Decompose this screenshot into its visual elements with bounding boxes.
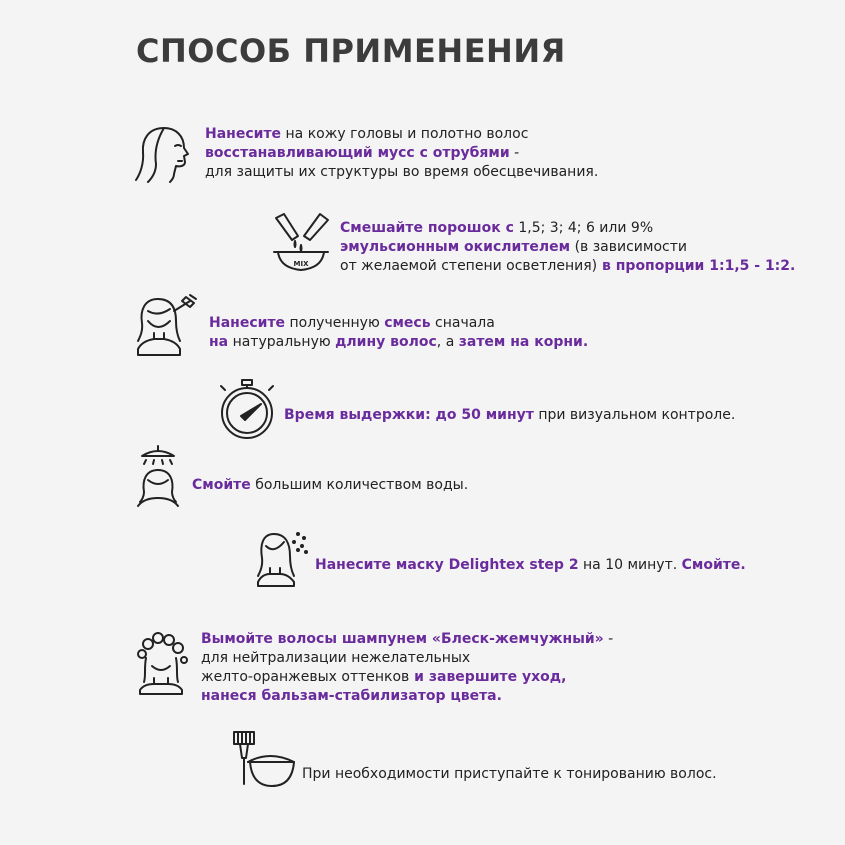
highlight-text: и завершите уход,: [409, 669, 567, 685]
line: [209, 314, 588, 333]
plain-text: -: [603, 631, 614, 647]
plain-text: (в зависимости: [570, 239, 687, 255]
shampoo-foam-icon: [134, 632, 192, 696]
plain-text: от желаемой степени осветления): [340, 258, 598, 274]
plain-text: на кожу головы и полотно волос: [281, 126, 529, 142]
plain-text: на 10 минут.: [578, 557, 682, 573]
step-6-text: [315, 556, 746, 575]
plain-text: 1,5; 3; 4; 6 или 9%: [513, 220, 654, 236]
step-7-text: [201, 630, 613, 706]
line: [205, 144, 598, 163]
line: [340, 219, 795, 238]
line: [201, 630, 613, 649]
step-8-text: [302, 765, 717, 784]
highlight-text: Смойте: [192, 477, 251, 493]
hair-brush-application-icon: [134, 293, 198, 357]
line: [201, 649, 613, 668]
highlight-text: длину волос: [335, 334, 437, 350]
plain-text: При необходимости приступайте к тонированию волос.: [302, 766, 717, 782]
plain-text: при визуальном контроле.: [533, 407, 736, 423]
plain-text: большим количеством воды.: [250, 477, 469, 493]
shower-icon: [134, 444, 186, 506]
plain-text: натуральную: [228, 334, 336, 350]
step-4-text: [284, 406, 735, 425]
plain-text: для нейтрализации нежелательных: [201, 650, 471, 666]
page-title: СПОСОБ ПРИМЕНЕНИЯ: [136, 32, 566, 70]
plain-text: полученную: [285, 315, 385, 331]
step-3-text: [209, 314, 588, 352]
line: [192, 476, 468, 495]
line: [209, 333, 588, 352]
step-1-text: [205, 125, 598, 182]
highlight-text: Смойте.: [681, 557, 746, 573]
highlight-text: Вымойте волосы шампунем «Блеск-жемчужный»: [201, 631, 604, 647]
line: [284, 406, 735, 425]
line: [201, 687, 613, 706]
stopwatch-icon: [219, 376, 279, 440]
line: [340, 257, 795, 276]
highlight-text: на: [209, 334, 229, 350]
mix-label: MIX: [293, 260, 309, 268]
highlight-text: восстанавливающий мусс с отрубями: [205, 145, 510, 161]
highlight-text: в пропорции 1:1,5 - 1:2.: [597, 258, 796, 274]
highlight-text: Нанесите: [209, 315, 286, 331]
highlight-text: Смешайте порошок с: [340, 220, 514, 236]
highlight-text: нанеся бальзам-стабилизатор цвета.: [201, 688, 502, 704]
highlight-text: эмульсионным окислителем: [340, 239, 571, 255]
step-2-text: [340, 219, 795, 276]
highlight-text: Нанесите: [205, 126, 282, 142]
plain-text: для защиты их структуры во время обесцвечивания.: [205, 164, 599, 180]
highlight-text: Время выдержки: до 50 минут: [284, 407, 534, 423]
plain-text: сначала: [430, 315, 495, 331]
plain-text: , а: [436, 334, 459, 350]
highlight-text: смесь: [384, 315, 431, 331]
highlight-text: затем на корни.: [458, 334, 589, 350]
plain-text: -: [509, 145, 520, 161]
step-5-text: [192, 476, 468, 495]
line: [302, 765, 717, 784]
highlight-text: Нанесите маску Delightex step 2: [315, 557, 579, 573]
spray-mask-icon: [254, 528, 310, 588]
line: [201, 668, 613, 687]
toning-brush-bowl-icon: [230, 728, 298, 792]
woman-face-icon: [134, 124, 192, 184]
line: [340, 238, 795, 257]
mixing-bowl-icon: [270, 212, 332, 274]
plain-text: желто-оранжевых оттенков: [201, 669, 410, 685]
line: [205, 125, 598, 144]
line: [205, 163, 598, 182]
line: [315, 556, 746, 575]
